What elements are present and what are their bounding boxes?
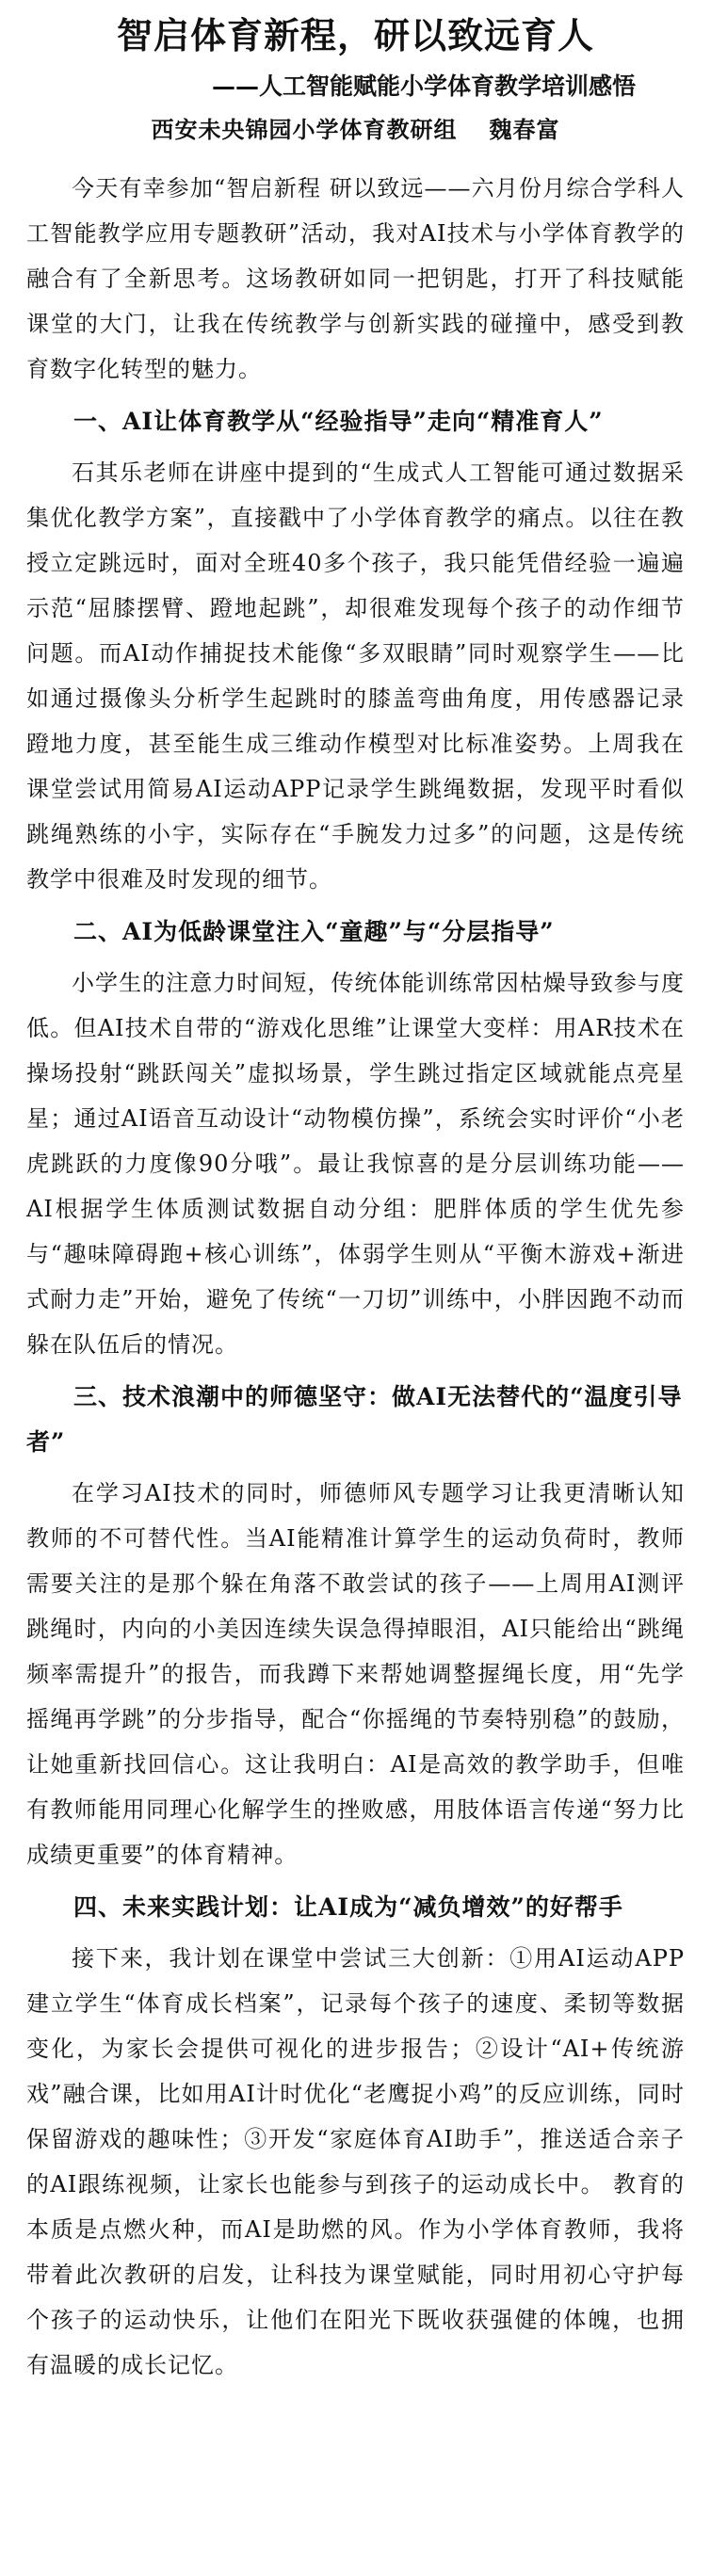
section-heading-4: 四、未来实践计划：让AI成为“减负增效”的好帮手 — [73, 1893, 623, 1921]
section-2-paragraph: 小学生的注意力时间短，传统体能训练常因枯燥导致参与度低。但AI技术自带的“游戏化思维”让课堂大变样：用AR技术在操场投射“跳跃闯关”虚拟场景，学生跳过指定区域就能点亮星星；通过AI语音互动设计“动物模仿操”，系统会实时评价“小老虎跳跃的力度像90分哦”。最让我惊喜的是分层训练功能——AI根据学生体质测试数据自动分组：肥胖体质的学生优先参与“趣味障碍跑+核心训练”，体弱学生则从“平衡木游戏+渐进式耐力走”开始，避免了传统“一刀切”训练中，小胖因跑不动而躲在队伍后的情况。 — [26, 970, 685, 1358]
article-subtitle: ——人工智能赋能小学体育教学培训感悟 — [211, 72, 636, 100]
section-1-paragraph: 石其乐老师在讲座中提到的“生成式人工智能可通过数据采集优化教学方案”，直接戳中了小学体育教学的痛点。以往在教授立定跳远时，面对全班40多个孩子，我只能凭借经验一遍遍示范“屈膝摆臂、蹬地起跳”，却很难发现每个孩子的动作细节问题。而AI动作捕捉技术能像“多双眼睛”同时观察学生——比如通过摄像头分析学生起跳时的膝盖弯曲角度，用传感器记录蹬地力度，甚至能生成三维动作模型对比标准姿势。上周我在课堂尝试用简易AI运动APP记录学生跳绳数据，发现平时看似跳绳熟练的小宇，实际存在“手腕发力过多”的问题，这是传统教学中很难及时发现的细节。 — [26, 459, 685, 893]
section-4-paragraph: 接下来，我计划在课堂中尝试三大创新：①用AI运动APP建立学生“体育成长档案”，记录每个孩子的速度、柔韧等数据变化，为家长会提供可视化的进步报告；②设计“AI+传统游戏”融合课，比如用AI计时优化“老鹰捉小鸡”的反应训练，同时保留游戏的趣味性；③开发“家庭体育AI助手”，推送适合亲子的AI跟练视频，让家长也能参与到孩子的运动成长中。 教育的本质是点燃火种，而AI是助燃的风。作为小学体育教师，我将带着此次教研的启发，让科技为课堂赋能，同时用初心守护每个孩子的运动快乐，让他们在阳光下既收获强健的体魄，也拥有温暖的成长记忆。 — [26, 1945, 685, 2378]
spacer — [26, 149, 685, 166]
article-title: 智启体育新程，研以致远育人 — [116, 14, 594, 56]
intro-paragraph: 今天有幸参加“智启新程 研以致远——六月份月综合学科人工智能教学应用专题教研”活动，我对AI技术与小学体育教学的融合有了全新思考。这场教研如同一把钥匙，打开了科技赋能课堂的大门，让我在传统教学与创新实践的碰撞中，感受到教育数字化转型的魅力。 — [26, 175, 685, 382]
section-3-paragraph: 在学习AI技术的同时，师德师风专题学习让我更清晰认知教师的不可替代性。当AI能精准计算学生的运动负荷时，教师需要关注的是那个躲在角落不敢尝试的孩子——上周用AI测评跳绳时，内向的小美因连续失误急得掉眼泪，AI只能给出“跳绳频率需提升”的报告，而我蹲下来帮她调整握绳长度，用“先学摇绳再学跳”的分步指导，配合“你摇绳的节奏特别稳”的鼓励，让她重新找回信心。这让我明白：AI是高效的教学助手，但唯有教师能用同理心化解学生的挫败感，用肢体语言传递“努力比成绩更重要”的体育精神。 — [26, 1480, 685, 1868]
section-heading-3: 三、技术浪潮中的师德坚守：做AI无法替代的“温度引导者” — [26, 1383, 683, 1456]
section-heading-2: 二、AI为低龄课堂注入“童趣”与“分层指导” — [73, 918, 555, 945]
section-heading-1: 一、AI让体育教学从“经验指导”走向“精准育人” — [73, 408, 604, 435]
author-school: 西安未央锦园小学体育教研组 — [151, 116, 458, 143]
author-name: 魏春富 — [489, 116, 560, 143]
author-line — [26, 111, 685, 149]
